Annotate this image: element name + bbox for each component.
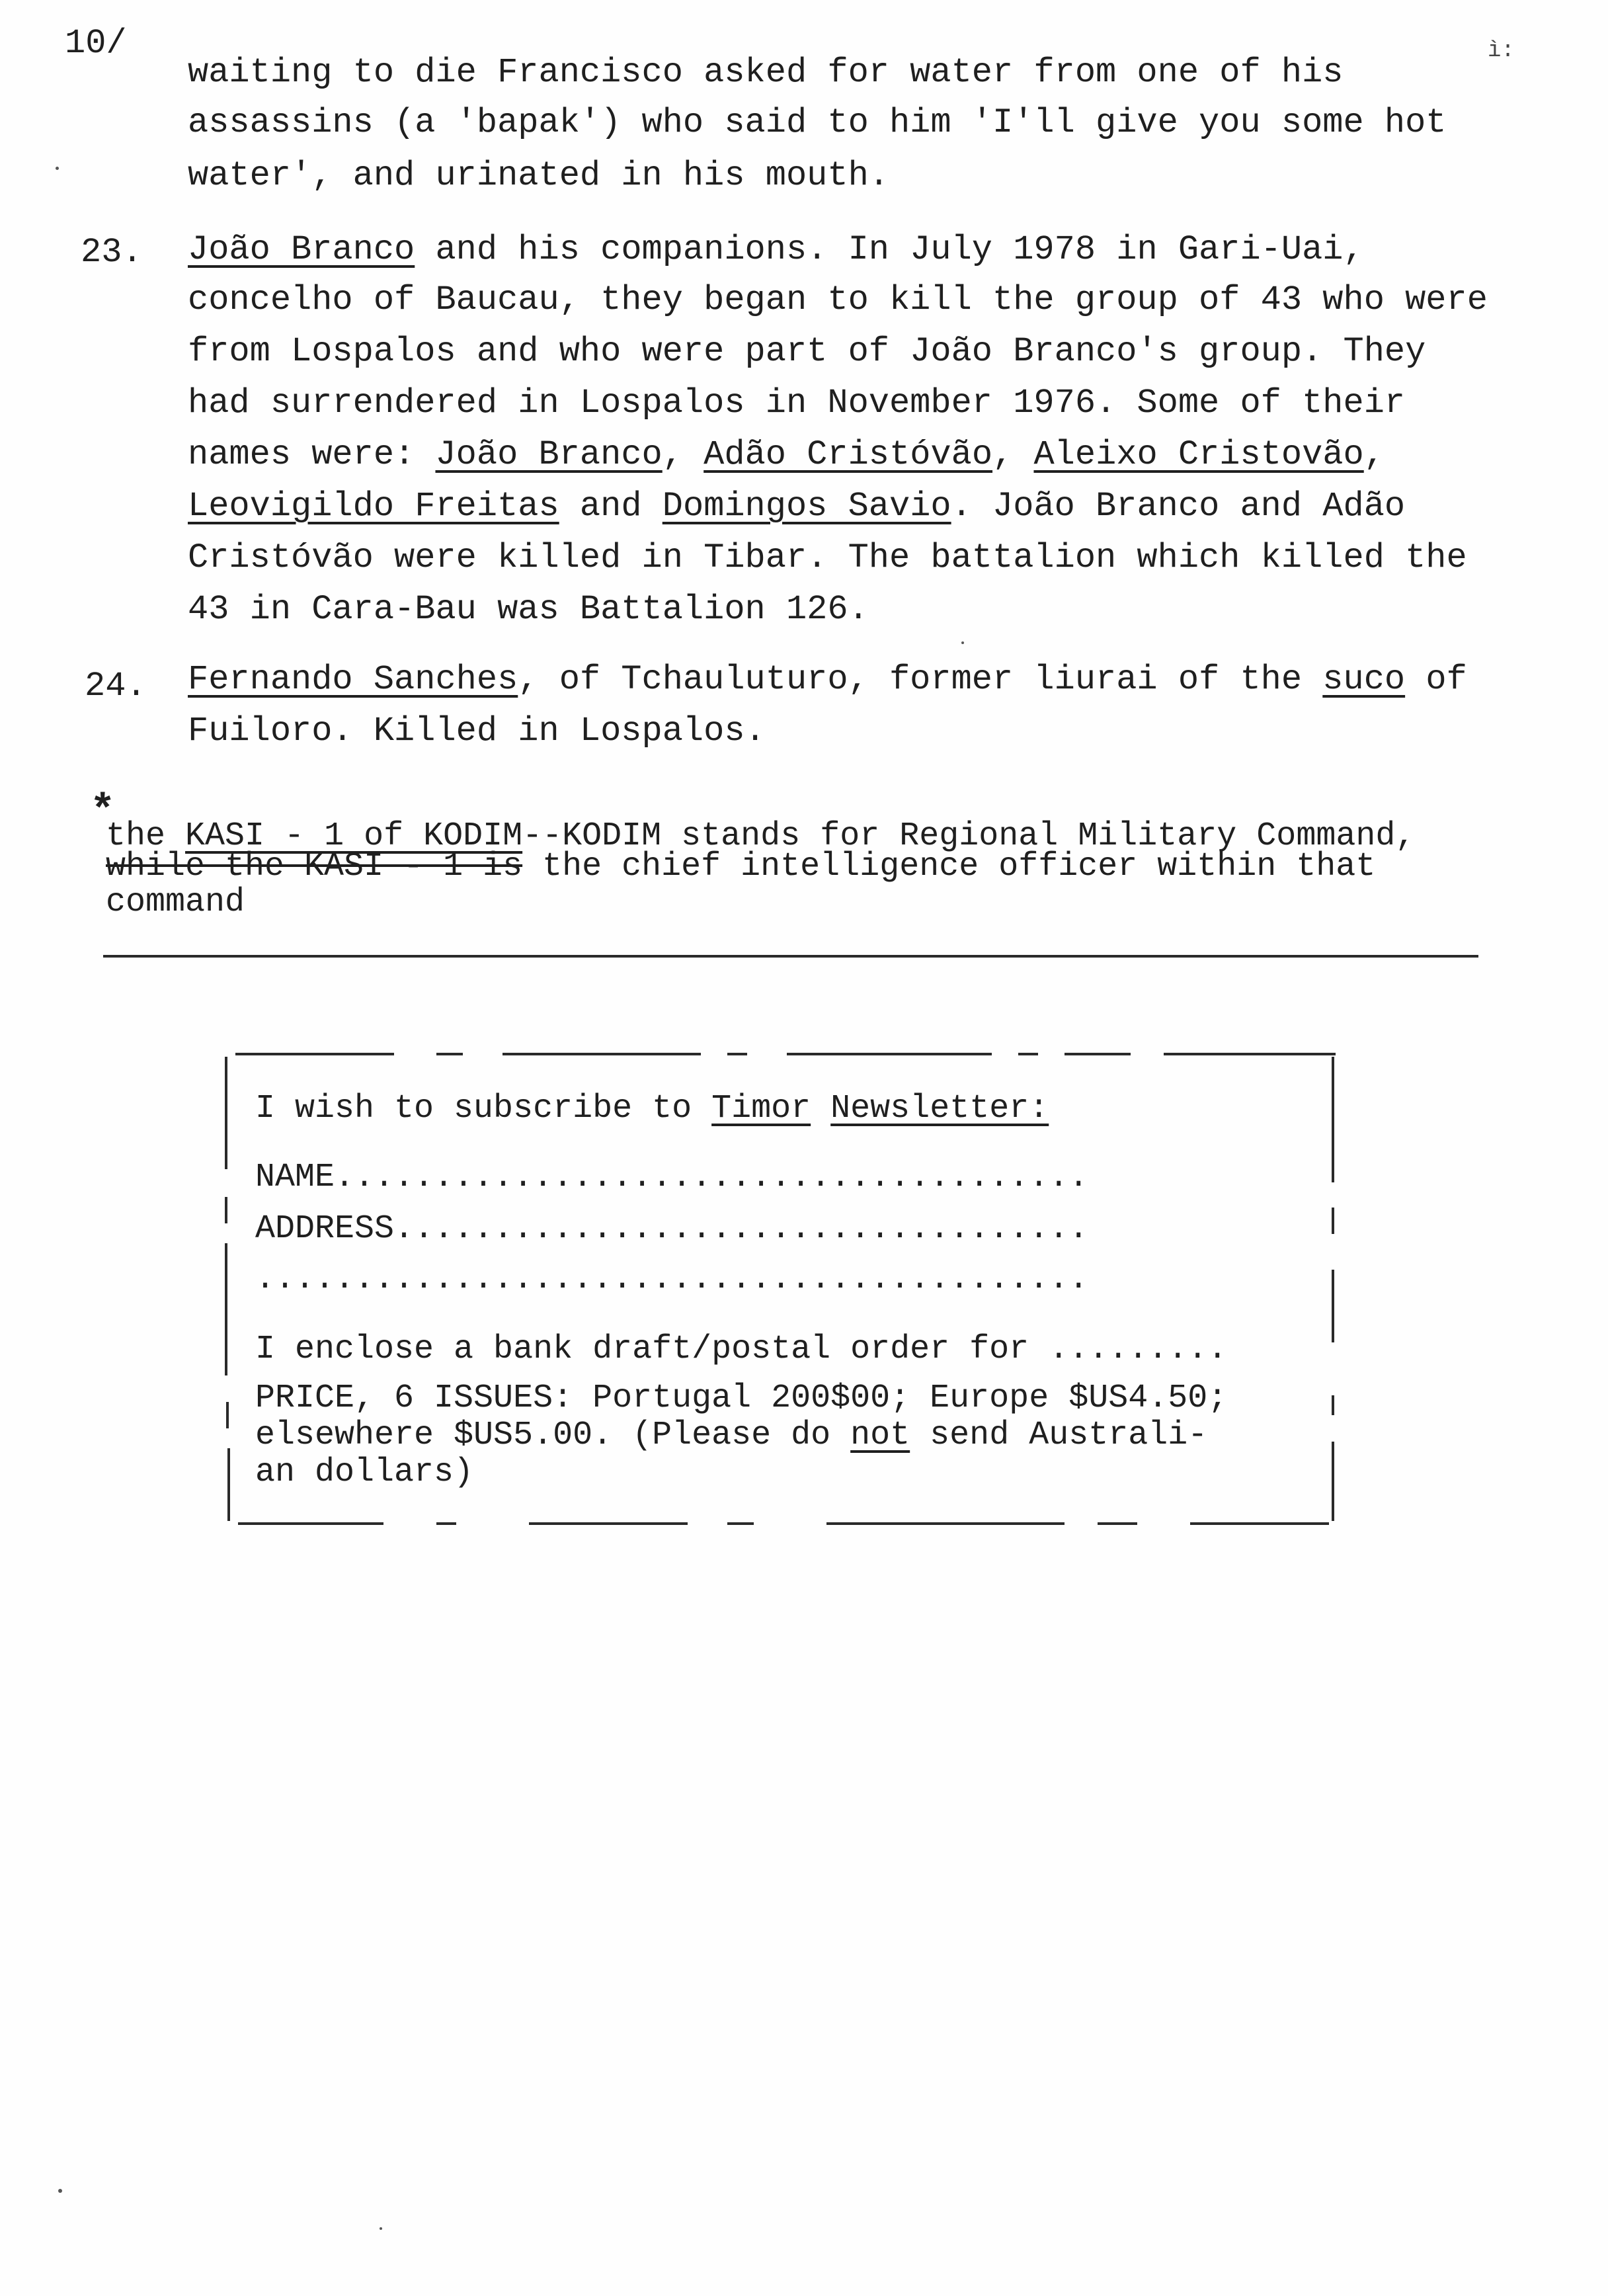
emphasis-not: not [850,1416,910,1454]
person-name: Leovigildo Freitas [188,487,559,526]
enclose-line: I enclose a bank draft/postal order for ......... [255,1331,1228,1368]
item-line: from Lospalos and who were part of João Branco's group. They [188,332,1426,371]
border-dash [826,1522,1065,1525]
border-dash [787,1053,992,1055]
border-dash [1190,1522,1329,1525]
continuation-line: water', and urinated in his mouth. [188,156,889,195]
item-line: had surrendered in Lospalos in November 1976. Some of their [188,384,1406,423]
item-line: Leovigildo Freitas and Domingos Savio. João Branco and Adão [188,487,1406,526]
item-line: Fernando Sanches, of Tchauluturo, former liurai of the suco of [188,660,1467,699]
border-dash [227,1448,230,1521]
border-dash [1065,1053,1131,1055]
page-number: 10/ [65,24,127,63]
scan-speck [58,2189,62,2193]
border-dash [727,1053,747,1055]
border-dash [1332,1270,1334,1342]
border-dash [1332,1057,1334,1182]
separator-rule [103,955,1478,958]
scan-speck [380,2227,382,2230]
border-dash [1332,1395,1334,1415]
footnote-line: the KASI - 1 of KODIM--KODIM stands for Regional Military Command, [106,817,1416,855]
footnote-line: while the KASI - 1 is the chief intelligence officer within that [106,848,1376,885]
item-line: João Branco and his companions. In July 1978 in Gari-Uai, [188,230,1364,269]
border-dash [727,1522,754,1525]
item-number: 23. [81,233,143,272]
border-dash [1018,1053,1038,1055]
border-dash [1332,1442,1334,1521]
publication-name: Newsletter: [830,1090,1049,1128]
item-line: concelho of Baucau, they began to kill the group of 43 who were [188,280,1488,319]
continuation-line: assassins (a 'bapak') who said to him 'I'll give you some hot [188,103,1447,142]
border-dash [436,1053,463,1055]
person-name: João Branco [188,230,415,269]
border-dash [225,1057,227,1169]
border-dash [238,1522,383,1525]
border-dash [502,1053,701,1055]
address-field[interactable]: ADDRESS................................... [255,1210,1089,1248]
scan-speck [56,167,59,170]
asterisk-icon: * [90,788,116,836]
corner-mark: ì: [1488,38,1515,63]
form-intro: I wish to subscribe to Timor Newsletter: [255,1090,1049,1128]
publication-name: Timor [711,1090,811,1128]
footnote-line: command [106,883,245,921]
person-name: Fernando Sanches [188,660,518,699]
scan-speck [961,641,964,644]
item-number: 24. [85,667,147,706]
term-suco: suco [1322,660,1406,699]
person-name: Domingos Savio [662,487,951,526]
person-name: Adão Cristóvão [704,435,993,474]
border-dash [436,1522,456,1525]
border-dash [529,1522,688,1525]
price-line: elsewhere $US5.00. (Please do not send Australi- [255,1416,1208,1454]
price-line: an dollars) [255,1454,474,1491]
address-field-line-2[interactable]: .......................................... [255,1260,1089,1298]
item-line: Cristóvão were killed in Tibar. The battalion which killed the [188,538,1467,577]
person-name: João Branco [435,435,663,474]
item-line: Fuiloro. Killed in Lospalos. [188,712,766,751]
item-line: 43 in Cara-Bau was Battalion 126. [188,590,869,629]
name-field[interactable]: NAME...................................... [255,1159,1089,1196]
border-dash [1164,1053,1336,1055]
border-dash [225,1243,227,1375]
border-dash [235,1053,394,1055]
border-dash [225,1197,227,1223]
item-line: names were: João Branco, Adão Cristóvão, Aleixo Cristovão, [188,435,1385,474]
border-dash [1098,1522,1137,1525]
border-dash [1332,1208,1334,1234]
price-line: PRICE, 6 ISSUES: Portugal 200$00; Europe $US4.50; [255,1379,1228,1417]
border-dash [226,1402,229,1428]
person-name: Aleixo Cristovão [1033,435,1364,474]
struck-text: while the KASI - 1 is [106,848,523,885]
acronym: KASI - 1 of KODIM [185,817,523,855]
continuation-line: waiting to die Francisco asked for water from one of his [188,53,1344,92]
